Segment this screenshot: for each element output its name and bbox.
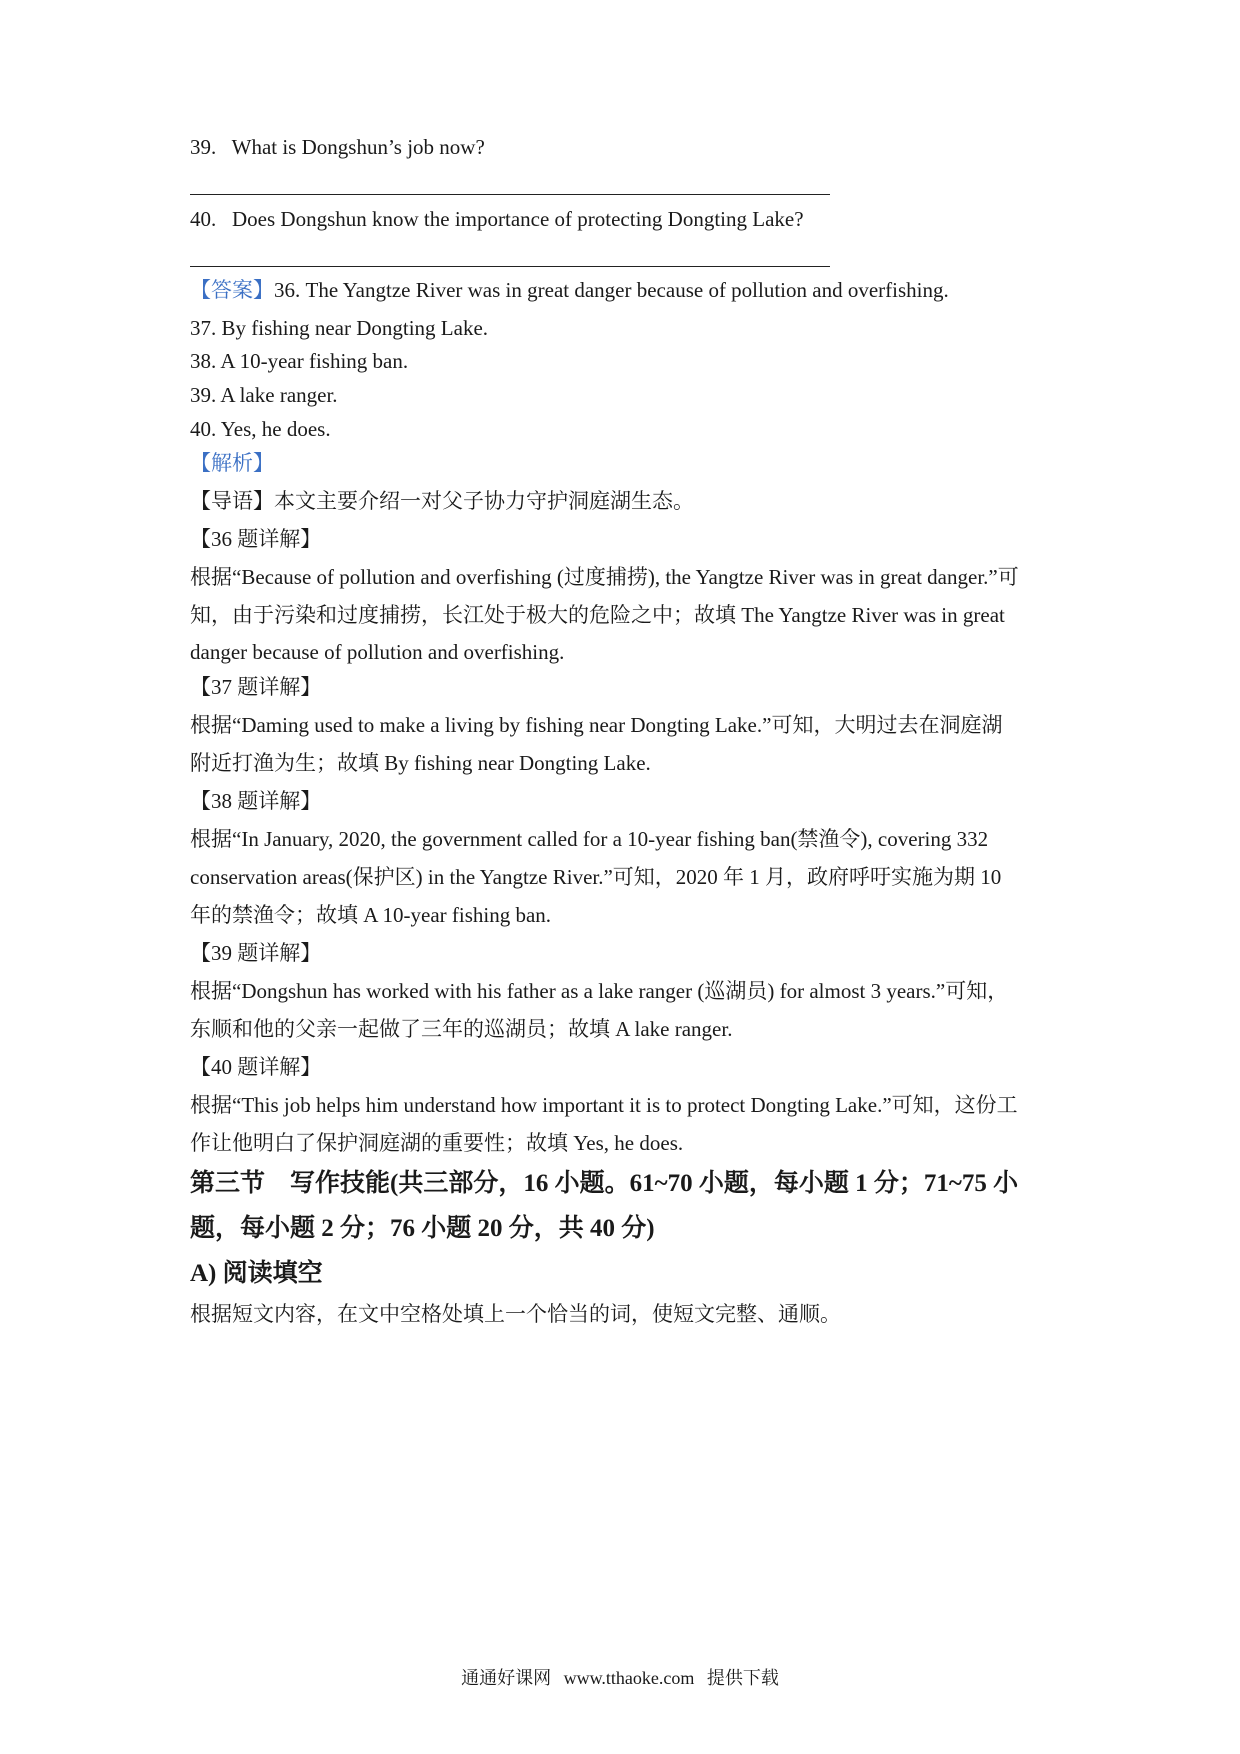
explanation-line: 附近打渔为生；故填 By fishing near Dongting Lake. (190, 751, 651, 775)
page-footer (0, 1666, 1240, 1690)
footer-note: 提供下载 (706, 1668, 779, 1688)
answer-38: 38. A 10-year fishing ban. (190, 349, 409, 373)
answer-37: 37. By fishing near Dongting Lake. (190, 316, 489, 340)
section-title-39: 【39 题详解】 (190, 941, 322, 965)
section-title-37: 【37 题详解】 (190, 675, 322, 699)
explanation-line: 根据“In January, 2020, the government called for a 10-year fishing ban(禁渔令), covering 332 (190, 827, 989, 851)
explanation-line: conservation areas(保护区) in the Yangtze River.”可知，2020 年 1 月，政府呼吁实施为期 10 (190, 865, 1002, 889)
section-heading-line-2: 题，每小题 2 分；76 小题 20 分，共 40 分) (190, 1215, 655, 1242)
explanation-line: danger because of pollution and overfishing. (190, 640, 565, 664)
question-39 (190, 132, 1070, 162)
section-title-40: 【40 题详解】 (190, 1055, 322, 1079)
question-text: What is Dongshun’s job now? (231, 135, 485, 159)
answer-40: 40. Yes, he does. (190, 417, 331, 441)
answer-tag: 【答案】 (190, 278, 274, 302)
analysis-tag: 【解析】 (190, 451, 274, 475)
question-40 (190, 204, 1070, 234)
answer-39: 39. A lake ranger. (190, 383, 338, 407)
explanation-line: 根据“Dongshun has worked with his father as a lake ranger (巡湖员) for almost 3 years.”可知， (190, 979, 1009, 1003)
question-number: 39. (190, 135, 217, 159)
footer-url[interactable]: www.tthaoke.com (563, 1668, 695, 1688)
section-title-38: 【38 题详解】 (190, 789, 322, 813)
answer-blank-39 (190, 194, 830, 195)
section-heading-line-1: 第三节 写作技能(共三部分，16 小题。61~70 小题，每小题 1 分；71~75 小 (190, 1170, 1019, 1197)
explanation-line: 根据“This job helps him understand how important it is to protect Dongting Lake.”可知，这份工 (190, 1093, 1018, 1117)
explanation-line: 根据“Because of pollution and overfishing (过度捕捞), the Yangtze River was in great danger.”可 (190, 565, 1019, 589)
answer-36: 36. The Yangtze River was in great danger because of pollution and overfishing. (274, 278, 949, 302)
analysis-intro: 【导语】本文主要介绍一对父子协力守护洞庭湖生态。 (190, 489, 694, 513)
explanation-line: 东顺和他的父亲一起做了三年的巡湖员；故填 A lake ranger. (190, 1017, 733, 1041)
section-title-36: 【36 题详解】 (190, 527, 322, 551)
explanation-line: 年的禁渔令；故填 A 10-year fishing ban. (190, 903, 552, 927)
question-text: Does Dongshun know the importance of protecting Dongting Lake? (232, 207, 804, 231)
subheading-reading-fill: A) 阅读填空 (190, 1260, 323, 1287)
answer-first-line (190, 275, 1070, 305)
question-number: 40. (190, 207, 217, 231)
instruction-text: 根据短文内容，在文中空格处填上一个恰当的词，使短文完整、通顺。 (190, 1302, 841, 1326)
explanation-line: 知，由于污染和过度捕捞，长江处于极大的危险之中；故填 The Yangtze River was in great (190, 603, 1005, 627)
footer-site-name: 通通好课网 (461, 1668, 552, 1688)
explanation-line: 作让他明白了保护洞庭湖的重要性；故填 Yes, he does. (190, 1131, 684, 1155)
explanation-line: 根据“Daming used to make a living by fishing near Dongting Lake.”可知，大明过去在洞庭湖 (190, 713, 1003, 737)
answer-blank-40 (190, 266, 830, 267)
